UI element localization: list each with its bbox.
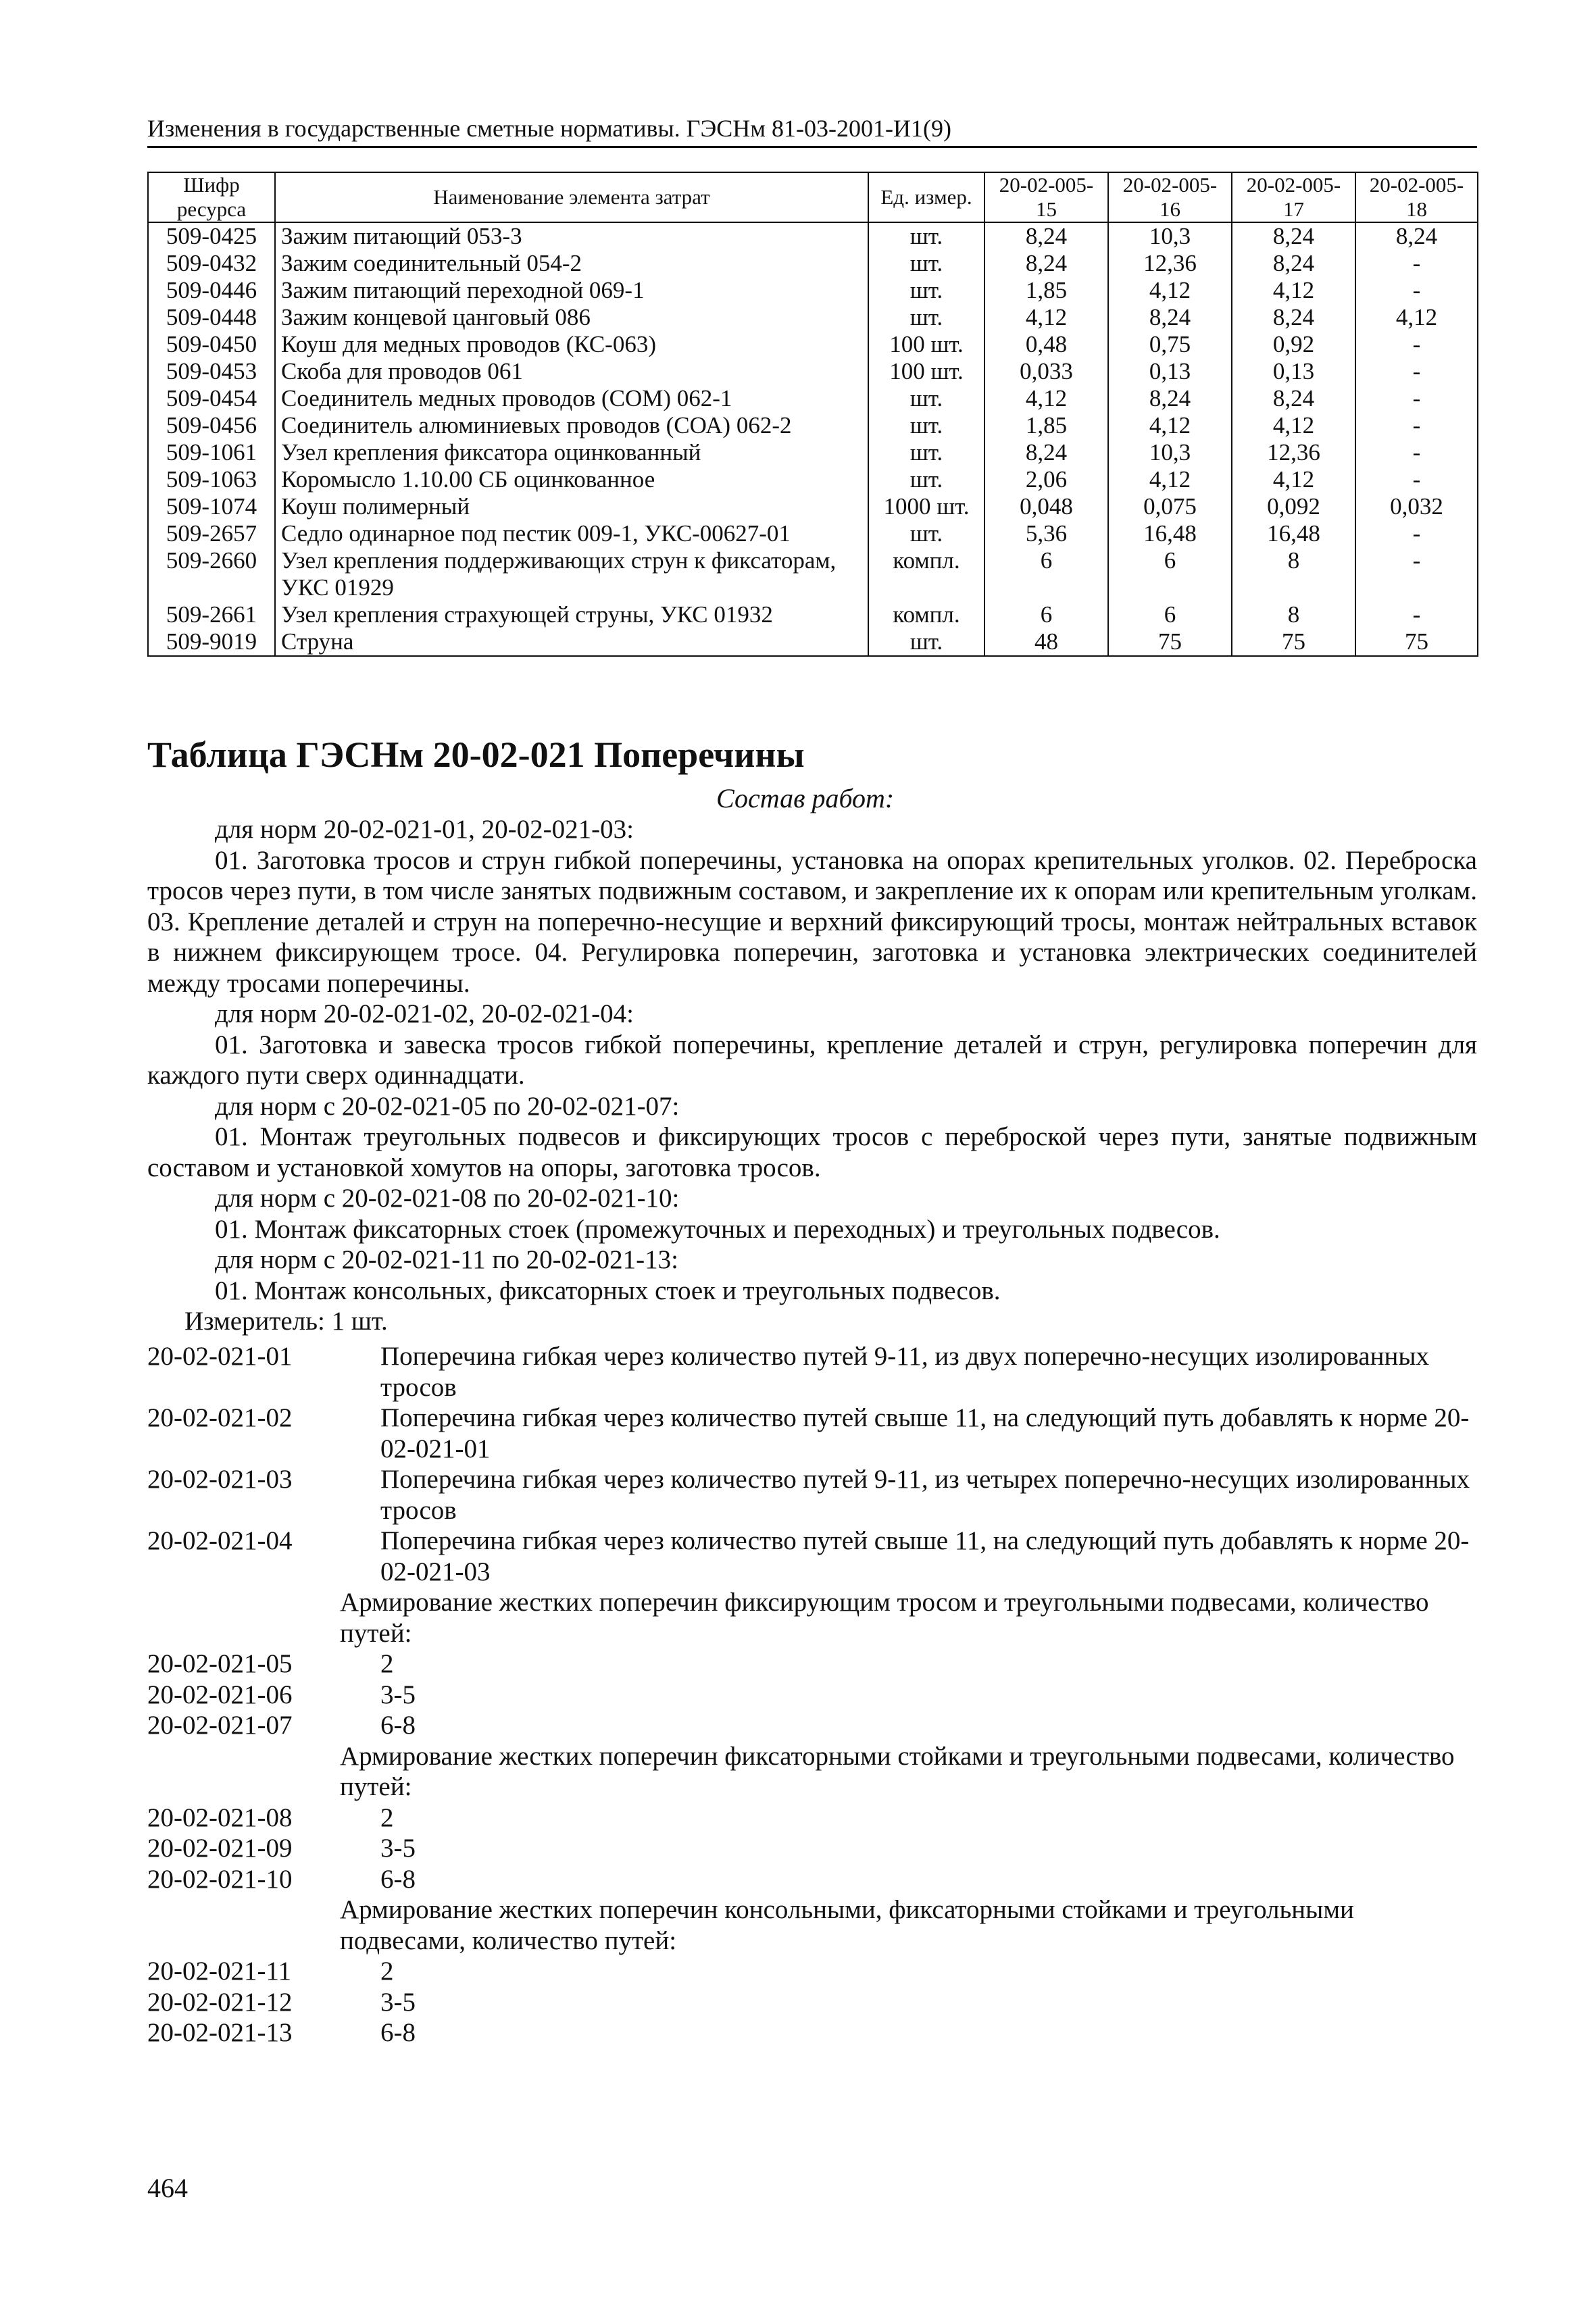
norm-code: 20-02-021-05 [147,1649,293,1678]
unit-cell: 100 шт. [868,358,984,385]
norm-value-cell: 6 [1108,547,1232,601]
norm-description: 3-5 [380,1987,416,2017]
norm-scope-line: для норм 20-02-021-01, 20-02-021-03: [215,815,634,844]
norm-value-cell: 12,36 [1232,439,1355,466]
norm-description: 2 [380,1649,394,1678]
norm-value-cell: 0,48 [984,331,1108,358]
norm-value-cell: 8,24 [1232,222,1355,250]
norm-value-cell: 4,12 [1232,466,1355,493]
resource-name-cell: Зажим соединительный 054-2 [275,250,868,277]
table-row [148,628,1478,656]
norm-value-cell: 10,3 [1108,222,1232,250]
norm-value-cell: 6 [1108,601,1232,628]
work-paragraph: 01. Монтаж фиксаторных стоек (промежуточных и переходных) и треугольных подвесов. [215,1214,1220,1244]
resource-name-cell: Узел крепления поддерживающих струн к фиксаторам, УКС 01929 [275,547,868,601]
norm-value-cell: - [1355,277,1478,304]
norm-value-cell: 0,092 [1232,493,1355,520]
norm-row [147,1403,1477,1464]
norm-value-cell: 8,24 [1108,385,1232,412]
norm-value-cell: 16,48 [1108,520,1232,547]
resource-name-cell: Коуш полимерный [275,493,868,520]
resource-code-cell: 509-0454 [148,385,275,412]
resource-name-cell: Узел крепления фиксатора оцинкованный [275,439,868,466]
table-row [148,250,1478,277]
unit-cell: шт. [868,304,984,331]
norm-value-cell: 0,032 [1355,493,1478,520]
norm-value-cell: 4,12 [1232,277,1355,304]
norm-row [147,1680,1477,1711]
unit-cell: шт. [868,466,984,493]
work-paragraph: 01. Монтаж консольных, фиксаторных стоек и треугольных подвесов. [215,1276,1001,1305]
norm-group-heading: Армирование жестких поперечин консольными, фиксаторными стойками и треугольными подвесами, количество путей: [340,1895,1354,1955]
col-header-norm: 20-02-005-17 [1232,172,1355,222]
norm-row [147,1341,1477,1403]
norm-code: 20-02-021-13 [147,2018,293,2047]
norm-value-cell: 8,24 [984,250,1108,277]
norm-value-cell: 4,12 [1232,412,1355,439]
unit-cell: шт. [868,250,984,277]
norm-value-cell: 0,92 [1232,331,1355,358]
norm-code: 20-02-021-09 [147,1834,293,1863]
table-row [148,385,1478,412]
norm-value-cell: - [1355,412,1478,439]
norm-value-cell: 4,12 [1108,412,1232,439]
norm-description: 6-8 [380,1864,416,1894]
norm-value-cell: 6 [984,547,1108,601]
resource-name-cell: Зажим питающий переходной 069-1 [275,277,868,304]
resource-name-cell: Седло одинарное под пестик 009-1, УКС-00627-01 [275,520,868,547]
norm-value-cell: 8,24 [1232,250,1355,277]
norm-row [147,1803,1477,1834]
table-row [148,466,1478,493]
unit-cell: компл. [868,601,984,628]
norm-value-cell: 8,24 [1232,304,1355,331]
norm-value-cell: 8,24 [1355,222,1478,250]
table-row [148,277,1478,304]
norm-value-cell: - [1355,601,1478,628]
resource-code-cell: 509-1063 [148,466,275,493]
resource-code-cell: 509-0432 [148,250,275,277]
table-row [148,547,1478,601]
resource-table [147,172,1478,657]
norm-code: 20-02-021-07 [147,1711,293,1740]
norm-code: 20-02-021-08 [147,1803,293,1832]
table-row [148,358,1478,385]
norm-value-cell: 1,85 [984,412,1108,439]
resource-name-cell: Соединитель медных проводов (СОМ) 062-1 [275,385,868,412]
norm-scope-line: для норм с 20-02-021-08 по 20-02-021-10: [215,1184,680,1213]
resource-code-cell: 509-0425 [148,222,275,250]
resource-code-cell: 509-1074 [148,493,275,520]
norm-row [147,1526,1477,1587]
norm-value-cell: 0,075 [1108,493,1232,520]
norm-row [147,1956,1477,1987]
norm-code: 20-02-021-01 [147,1342,293,1371]
unit-cell: шт. [868,222,984,250]
unit-cell: шт. [868,385,984,412]
col-header-norm: 20-02-005-16 [1108,172,1232,222]
unit-cell: компл. [868,547,984,601]
section-title: Таблица ГЭСНм 20-02-021 Поперечины [147,734,805,775]
work-composition-text [147,814,1477,1337]
norm-value-cell: 0,048 [984,493,1108,520]
norm-value-cell: 4,12 [1355,304,1478,331]
work-paragraph: 01. Заготовка тросов и струн гибкой поперечины, установка на опорах крепительных уголков. 02. Переброска тросов через пути, в том числе занятых подвижным составом, и закрепление их к опорам или крепительным уголкам. 03. Крепление деталей и струн на поперечно-несущие и верхний фиксирующий тросы, монтаж нейтральных вставок в нижнем фиксирующем тросе. 04. Регулировка поперечин, заготовка и установка электрических соединителей между тросами поперечины. [147,845,1477,998]
norm-scope-line: для норм с 20-02-021-05 по 20-02-021-07: [215,1091,680,1121]
unit-cell: шт. [868,628,984,656]
norm-code: 20-02-021-04 [147,1526,293,1555]
norm-code: 20-02-021-12 [147,1987,293,2017]
norm-value-cell: - [1355,520,1478,547]
norm-value-cell: 16,48 [1232,520,1355,547]
table-row [148,493,1478,520]
norm-group-heading: Армирование жестких поперечин фиксаторными стойками и треугольными подвесами, количество путей: [340,1741,1455,1801]
norm-value-cell: 0,75 [1108,331,1232,358]
unit-cell: 1000 шт. [868,493,984,520]
col-header-unit: Ед. измер. [868,172,984,222]
norm-value-cell: 0,033 [984,358,1108,385]
norm-row [147,1833,1477,1864]
unit-cell: шт. [868,439,984,466]
table-row [148,412,1478,439]
norm-value-cell: - [1355,547,1478,601]
table-header-row [148,172,1478,222]
resource-name-cell: Узел крепления страхующей струны, УКС 01932 [275,601,868,628]
norm-code: 20-02-021-02 [147,1403,293,1432]
norm-row [147,2017,1477,2048]
unit-cell: 100 шт. [868,331,984,358]
table-row [148,331,1478,358]
norm-row [147,1464,1477,1526]
norm-value-cell: - [1355,439,1478,466]
norm-description: 6-8 [380,2018,416,2047]
norm-value-cell: 6 [984,601,1108,628]
resource-code-cell: 509-2661 [148,601,275,628]
col-header-code: Шифр ресурса [148,172,275,222]
norm-value-cell: 0,13 [1232,358,1355,385]
norm-row [147,1710,1477,1741]
resource-code-cell: 509-0450 [148,331,275,358]
norm-row [147,1987,1477,2018]
norm-description: 3-5 [380,1834,416,1863]
norm-value-cell: 5,36 [984,520,1108,547]
unit-cell: шт. [868,277,984,304]
resource-name-cell: Зажим концевой цанговый 086 [275,304,868,331]
page-number: 464 [147,2173,188,2203]
norm-code: 20-02-021-10 [147,1864,293,1894]
norm-scope-line: для норм 20-02-021-02, 20-02-021-04: [215,999,634,1028]
col-header-norm: 20-02-005-18 [1355,172,1478,222]
work-composition-heading: Состав работ: [716,783,895,813]
norm-description: 6-8 [380,1711,416,1740]
norm-description: 3-5 [380,1680,416,1709]
resource-name-cell: Коромысло 1.10.00 СБ оцинкованное [275,466,868,493]
norm-value-cell: 75 [1232,628,1355,656]
norm-list [147,1341,1477,2048]
resource-name-cell: Зажим питающий 053-3 [275,222,868,250]
resource-name-cell: Скоба для проводов 061 [275,358,868,385]
norm-code: 20-02-021-03 [147,1465,293,1494]
norm-group-heading: Армирование жестких поперечин фиксирующим тросом и треугольными подвесами, количество путей: [340,1588,1429,1648]
table-row [148,520,1478,547]
norm-value-cell: 12,36 [1108,250,1232,277]
resource-name-cell: Струна [275,628,868,656]
norm-code: 20-02-021-06 [147,1680,293,1709]
norm-value-cell: 1,85 [984,277,1108,304]
norm-value-cell: 8,24 [984,222,1108,250]
unit-cell: шт. [868,412,984,439]
norm-value-cell: 0,13 [1108,358,1232,385]
resource-name-cell: Коуш для медных проводов (КС-063) [275,331,868,358]
table-row [148,304,1478,331]
resource-code-cell: 509-0453 [148,358,275,385]
norm-value-cell: 8,24 [1232,385,1355,412]
norm-description: Поперечина гибкая через количество путей свыше 11, на следующий путь добавлять к норме 20-02-021-03 [380,1526,1470,1586]
norm-row [147,1864,1477,1895]
resource-code-cell: 509-1061 [148,439,275,466]
resource-name-cell: Соединитель алюминиевых проводов (СОА) 062-2 [275,412,868,439]
resource-code-cell: 509-9019 [148,628,275,656]
norm-value-cell: 10,3 [1108,439,1232,466]
resource-code-cell: 509-0448 [148,304,275,331]
resource-code-cell: 509-2660 [148,547,275,601]
norm-description: Поперечина гибкая через количество путей свыше 11, на следующий путь добавлять к норме 20-02-021-01 [380,1403,1470,1463]
norm-row [147,1649,1477,1680]
norm-value-cell: 8,24 [1108,304,1232,331]
table-row [148,601,1478,628]
norm-value-cell: - [1355,466,1478,493]
norm-value-cell: - [1355,331,1478,358]
table-row [148,222,1478,250]
work-paragraph: 01. Монтаж треугольных подвесов и фиксирующих тросов с переброской через пути, занятые подвижным составом и установкой хомутов на опоры, заготовка тросов. [147,1122,1477,1182]
norm-description: 2 [380,1803,394,1832]
table-body [148,222,1478,656]
norm-value-cell: 8 [1232,547,1355,601]
resource-code-cell: 509-0456 [148,412,275,439]
norm-value-cell: 4,12 [984,304,1108,331]
unit-cell: шт. [868,520,984,547]
norm-value-cell: 8 [1232,601,1355,628]
table-row [148,439,1478,466]
resource-code-cell: 509-2657 [148,520,275,547]
norm-value-cell: 4,12 [984,385,1108,412]
norm-value-cell: - [1355,385,1478,412]
norm-value-cell: 4,12 [1108,466,1232,493]
norm-value-cell: - [1355,358,1478,385]
resource-code-cell: 509-0446 [148,277,275,304]
col-header-norm: 20-02-005-15 [984,172,1108,222]
measure-unit: Измеритель: 1 шт. [184,1307,388,1336]
norm-description: Поперечина гибкая через количество путей 9-11, из четырех поперечно-несущих изолированных тросов [380,1465,1470,1525]
norm-code: 20-02-021-11 [147,1957,292,1986]
norm-value-cell: 48 [984,628,1108,656]
norm-value-cell: 75 [1108,628,1232,656]
work-paragraph: 01. Заготовка и завеска тросов гибкой поперечины, крепление деталей и струн, регулировка поперечин для каждого пути сверх одиннадцати. [147,1030,1477,1090]
norm-value-cell: 75 [1355,628,1478,656]
norm-value-cell: 8,24 [984,439,1108,466]
norm-value-cell: - [1355,250,1478,277]
norm-value-cell: 2,06 [984,466,1108,493]
running-head: Изменения в государственные сметные нормативы. ГЭСНм 81-03-2001-И1(9) [147,114,1477,148]
norm-value-cell: 4,12 [1108,277,1232,304]
col-header-name: Наименование элемента затрат [275,172,868,222]
norm-description: Поперечина гибкая через количество путей 9-11, из двух поперечно-несущих изолированных тросов [380,1342,1430,1402]
norm-scope-line: для норм с 20-02-021-11 по 20-02-021-13: [215,1245,678,1274]
norm-description: 2 [380,1957,394,1986]
